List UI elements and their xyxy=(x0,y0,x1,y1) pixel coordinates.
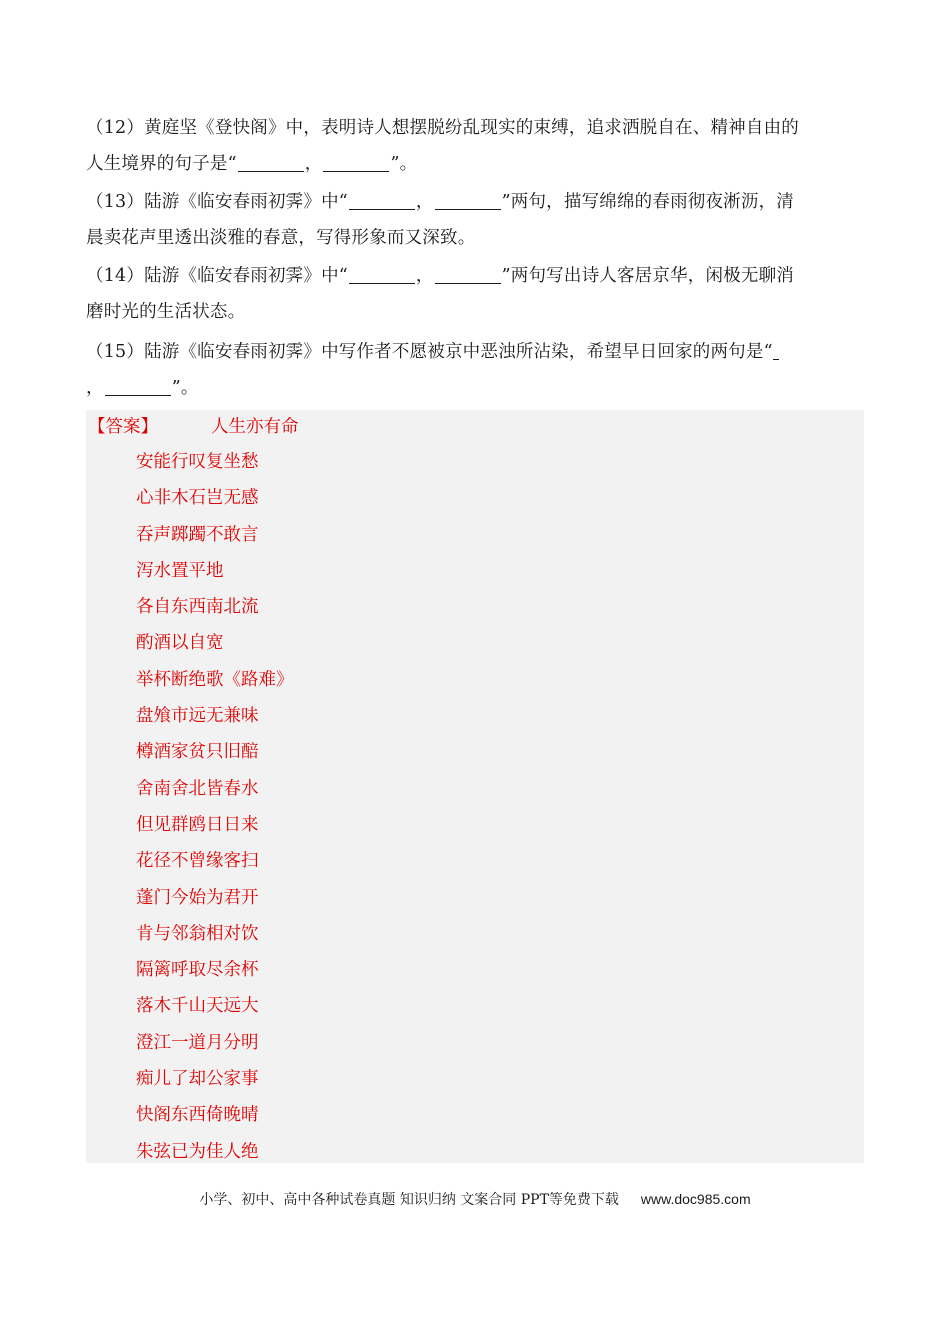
answer-item: 樽酒家贫只旧醅 xyxy=(136,742,259,763)
answer-item: 心非木石岂无感 xyxy=(136,488,259,509)
question-12-line2: 人生境界的句子是“ ， ”。 xyxy=(86,146,864,182)
answer-list xyxy=(136,447,294,1173)
answer-box xyxy=(86,410,864,1163)
question-14-line1: （14）陆游《临安春雨初霁》中“ ， ”两句写出诗人客居京华，闲极无聊消 xyxy=(86,258,864,294)
footer-text: 小学、初中、高中各种试卷真题 知识归纳 文案合同 PPT等免费下载 xyxy=(199,1192,619,1208)
answer-item: 酌酒以自宽 xyxy=(136,633,224,654)
question-12-line1: （12）黄庭坚《登快阁》中，表明诗人想摆脱纷乱现实的束缚，追求洒脱自在、精神自由的 xyxy=(86,118,799,138)
answer-item: 痴儿了却公家事 xyxy=(136,1069,259,1090)
answer-blank xyxy=(349,263,415,284)
answer-blank xyxy=(349,189,415,210)
answer-blank xyxy=(323,151,389,172)
answer-item: 澄江一道月分明 xyxy=(136,1032,259,1053)
answer-blank xyxy=(773,339,779,360)
answer-item: 举杯断绝歌《路难》 xyxy=(136,669,294,690)
answer-first-line: 人生亦有命 xyxy=(211,417,299,437)
answer-item: 肯与邻翁相对饮 xyxy=(136,923,259,944)
question-12 xyxy=(86,110,864,182)
question-14-line2: 磨时光的生活状态。 xyxy=(86,302,246,322)
answer-item: 盘飧市远无兼味 xyxy=(136,706,259,727)
answer-item: 各自东西南北流 xyxy=(136,597,259,618)
answer-item: 落木千山天远大 xyxy=(136,996,259,1017)
answer-item: 隔篱呼取尽余杯 xyxy=(136,960,259,981)
question-13 xyxy=(86,184,864,256)
answer-blank xyxy=(435,189,501,210)
question-13-line1: （13）陆游《临安春雨初霁》中“ ， ”两句，描写绵绵的春雨彻夜淅沥，清 xyxy=(86,184,864,220)
question-15-line2: ， ”。 xyxy=(86,370,864,406)
question-15 xyxy=(86,334,864,406)
footer xyxy=(0,1189,950,1209)
question-15-line1: （15）陆游《临安春雨初霁》中写作者不愿被京中恶浊所沾染，希望早日回家的两句是“ xyxy=(86,334,864,370)
footer-url: www.doc985.com xyxy=(640,1191,751,1207)
answer-blank xyxy=(105,375,171,396)
answer-item: 吞声踯躅不敢言 xyxy=(136,524,259,545)
answer-item: 但见群鸥日日来 xyxy=(136,814,259,835)
answer-blank xyxy=(238,151,304,172)
answer-item: 舍南舍北皆春水 xyxy=(136,778,259,799)
answer-item: 快阁东西倚晚晴 xyxy=(136,1105,259,1126)
answer-item: 蓬门今始为君开 xyxy=(136,887,259,908)
answer-label: 【答案】 xyxy=(88,417,158,437)
answer-item: 花径不曾缘客扫 xyxy=(136,851,259,872)
answer-item: 安能行叹复坐愁 xyxy=(136,452,259,472)
question-14 xyxy=(86,258,864,330)
answer-item: 泻水置平地 xyxy=(136,560,224,581)
question-13-line2: 晨卖花声里透出淡雅的春意，写得形象而又深致。 xyxy=(86,228,476,248)
answer-blank xyxy=(435,263,501,284)
answer-item: 朱弦已为佳人绝 xyxy=(136,1141,259,1162)
